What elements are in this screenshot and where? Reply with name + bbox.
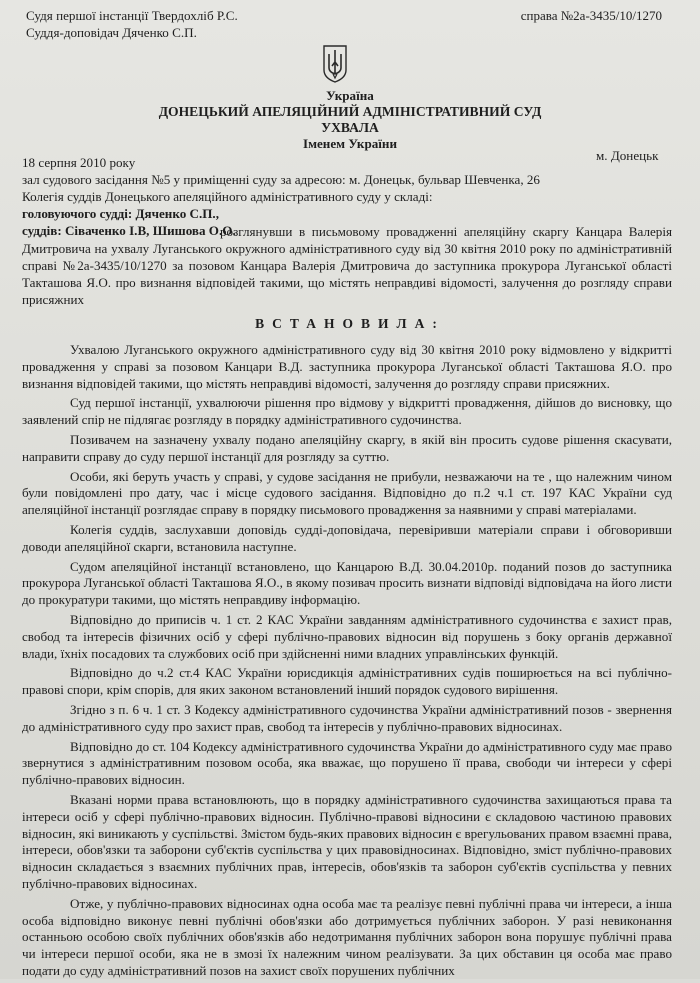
paragraph: Відповідно до ч.2 ст.4 КАС України юрисдикція адміністративних судів поширюється на всі публічно-правові спори, крім спорів, для яких законом встановлений інший порядок судового вирішення. (22, 665, 672, 698)
paragraph: Колегія суддів, заслухавши доповідь судді-доповідача, перевіривши матеріали справи і обговоривши доводи апеляційної скарги, встановила наступне. (22, 521, 672, 554)
paragraph: Згідно з п. 6 ч. 1 ст. 3 Кодексу адміністративного судочинства України адміністративний позов - звернення до адміністративного суду про захист прав, свобод та інтересів у публічно-правових відносинах. (22, 701, 672, 734)
judge-rapporteur: Суддя-доповідач Дяченко С.П. (26, 25, 197, 40)
panel-intro: Колегія суддів Донецького апеляційного адміністративного суду у складі: (22, 189, 433, 204)
in-name-of-ukraine: Іменем України (302, 136, 397, 151)
court-name: ДОНЕЦЬКИЙ АПЕЛЯЦІЙНИЙ АДМІНІСТРАТИВНИЙ СУД (158, 104, 542, 119)
paragraph: Відповідно до приписів ч. 1 ст. 2 КАС України завданням адміністративного судочинства є захист прав, свобод та інтересів фізичних осіб у сфері публічно-правових відносин від порушень з боку органів державної влади, їхніх посадових та службових осіб при здійсненні ними владних управлінських функцій. (22, 611, 672, 661)
paragraph: Позивачем на зазначену ухвалу подано апеляційну скаргу, в якій він просить судове рішення скасувати, направити справу до суду першої інстанції для розгляду за суттю. (22, 431, 672, 464)
city: м. Донецьк (596, 148, 659, 163)
paragraph: Відповідно до ст. 104 Кодексу адміністративного судочинства України до адміністративного суду має право звернутися з адміністративним позовом особа, яка вважає, що порушено її права, свободи чи інтереси у сфері публічно-правових відносин. (22, 738, 672, 788)
presiding-judge: головуючого судді: Дяченко С.П., (22, 206, 219, 221)
paragraph: Судом апеляційної інстанції встановлено, що Канцарою В.Д. 30.04.2010р. поданий позов до заступника прокурора Луганської області Такташова Я.О., в якому позивач просить визнати відповіді відповідача на його листи до прокуратури такими, що містять неправдиву інформацію. (22, 558, 672, 608)
judges-block (26, 8, 238, 42)
ruling-body (22, 342, 672, 983)
paragraph: Ухвалою Луганського окружного адміністративного суду від 30 квітня 2010 року відмовлено у відкритті провадження у справі за позовом Канцари В.Д. заступника прокурора Луганської області Такташова Я.О. про визнання відповідей такими, що містять неправдиві відомості, залучення до розгляду справи присяжних. (22, 342, 672, 391)
hearing-hall: зал судового засідання №5 у приміщенні суду за адресою: м. Донецьк, бульвар Шевченка, 26 (22, 172, 540, 187)
ruling-date: 18 серпня 2010 року (22, 155, 136, 170)
judge-first-instance: Судя першої інстанції Твердохліб Р.С. (26, 8, 238, 23)
case-number: справа №2а-3435/10/1270 (520, 8, 662, 23)
paragraph: Особи, які беруть участь у справі, у судове засідання не прибули, незважаючи на те , що належним чином були повідомлені про дату, час і місце судового засідання. Відповідно до п.2 ч.1 ст. 197 КАС України суд апеляційної інстанції розглядає справу в порядку письмового провадження за наявними у справі матеріалами. (22, 468, 672, 518)
paragraph: Вказані норми права встановлюють, що в порядку адміністративного судочинства захищаються права та інтереси осіб у сфері публічно-правових відносин. Публічно-правові відносини є складовою частиною правових відносин, які виникають у суспільстві. Змістом будь-яких правових відносин є врегульованих правом взаємні права, інтереси, обов'язки та заборони суб'єктів суспільства у цих правовідносинах. Відповідно, зміст публічно-правових відносин складається з взаємних публічних прав, інтересів, обов'язків та заборон суб'єктів суспільства у певних публічно-правових відносинах. (22, 791, 672, 891)
intro-paragraph: розглянувши в письмовому провадженні апеляційну скаргу Канцара Валерія Дмитровича на ухвалу Луганського окружного адміністративного суду від 30 квітня 2010 року по адміністративній справі №2а-3435/10/1270 за позовом Канцара Валерія Дмитровича до заступника прокурора Луганської області Такташова Я.О. про визнання відповідей такими, що містять неправдиві відомості, залучення до розгляду справи присяжних (22, 224, 672, 307)
paragraph: Отже, у публічно-правових відносинах одна особа має та реалізує певні публічні права чи інтереси, а інша особа відповідно виконує певні публічні обов'язки або дотримується публічних заборон. У разі невиконання останньою особою своїх публічних обов'язків або недотримання публічних заборон вона порушує публічні права чи інтереси першої особи, яка не в змозі їх належним чином реалізувати. За цих обставин ця особа має право подати до суду адміністративний позов на захист своїх порушених публічних (22, 895, 672, 978)
panel-judges: суддів: Сіваченко І.В, Шишова О.О. (22, 223, 236, 238)
document-type: УХВАЛА (321, 120, 379, 135)
paragraph: Суд першої інстанції, ухвалюючи рішення про відмову у відкритті провадження, дійшов до висновку, що заявлений спір не підлягає розгляду в порядку адміністративного судочинства. (22, 395, 672, 428)
section-title: ВСТАНОВИЛА: (255, 316, 445, 331)
country-heading: Україна (326, 88, 374, 103)
trident-coat-of-arms-icon (322, 44, 348, 84)
